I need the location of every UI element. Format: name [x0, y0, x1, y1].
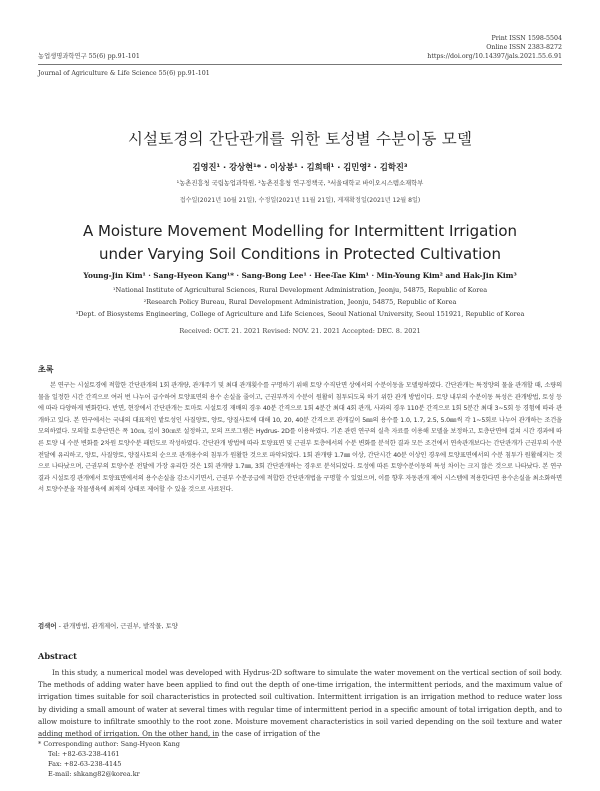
authors-en: Young-Jin Kim¹ · Sang-Hyeon Kang¹* · Sang-Bong Lee¹ · Hee-Tae Kim¹ · Min-Young Kim² and Hak-Jin Kim³ [83, 271, 517, 280]
authors-ko: 김영진¹ · 강상현¹* · 이상봉¹ · 김희태¹ · 김민영² · 김학진³ [192, 162, 408, 172]
affiliation-en-3: ³Dept. of Biosystems Engineering, College of Agriculture and Life Sciences, Seoul National University, Seoul 151921, Republic of Korea [75, 310, 525, 318]
dates-en: Received: OCT. 21. 2021 Revised: NOV. 21. 2021 Accepted: DEC. 8. 2021 [179, 327, 421, 335]
header-rule [38, 64, 562, 65]
corresponding-email[interactable]: E-mail: shkang82@korea.kr [48, 770, 140, 778]
title-ko: 시설토경의 간단관개를 위한 토성별 수분이동 모델 [127, 130, 473, 148]
affiliation-ko: ¹농촌진흥청 국립농업과학원, ²농촌진흥청 연구정책국, ³서울대학교 바이오시스템소재학부 [176, 180, 424, 187]
corresponding-author: * Corresponding author: Sang-Hyeon Kang [38, 740, 180, 748]
abstract-ko-body: 본 연구는 시설토경에 적합한 간단관개의 1회 관개량, 관개주기 및 최대 관개횟수를 구명하기 위해 토양 수직단면 상에서의 수분이동을 모델링하였다. 간단관개는 특정양의 물을 관개할 때, 소량의 물을 일정한 시간 간격으로 여러 번 나누어 급수하여 토양표면의 용수 손실을 줄이고, 근권부까지 수분이 원활히 침투되도록 하기 위한 관개 방법이다. 토양 내부의 수분이동 특성은 관개방법, 토성 등에 따라 다양하게 변화한다. 반면, 현장에서 간단관개는 토마토 시설토경 재배의 경우 40분 간격으로 1회 4분간 최대 4회 관개, 사과의 경우 110분 간격으로 1회 5분간 최대 3~5회 등 경험에 따라 관개하고 있다. 본 연구에서는 국내의 대표적인 밭토성인 사질양토, 양토, 양질사토에 대해 10, 20, 40분 간격으로 관개깊이 5㎜의 용수를 1.0, 1.7, 2.5, 5.0㎜씩 각 1~5회로 나누어 관개하는 조건을 모의하였다. 모의할 토층단면은 폭 10㎝, 깊이 30㎝로 설정하고, 모의 프로그램은 Hydrus- 2D를 이용하였다. 기존 관련 연구의 실측 자료를 이용해 모델을 보정하고, 토층단면에 걸쳐 시간 경과에 따른 토양 내 수분 변화를 2차원 토양수분 패턴도로 작성하였다. 간단관개 방법에 따라 토양표면 및 근권부 토층에서의 수분 변화를 분석한 결과 모든 조건에서 연속관개보다는 간단관개가 근권부의 수분전달에 유리하고, 양토, 사질양토, 양질사토의 순으로 관개용수의 침투가 원활한 것으로 파악되었다. 1회 관개량 1.7㎜ 이상, 간단시간 40분 이상인 경우에 토양표면에서의 수분 침투가 원활해지는 것으로 나타났으며, 근권부의 토양수분 전달에 가장 유리한 것은 1회 관개량 1.7㎜, 3회 간단관개하는 경우로 분석되었다. 토성에 따른 토양수분이동의 특성 차이는 크지 않은 것으로 나타났다. 본 연구 결과 시설토경 관개에서 토양표면에서의 용수손실을 감소시키면서, 근권부 수분공급에 적합한 간단관개법을 구명할 수 있었으며, 이를 향후 자동관개 제어 시스템에 적용한다면 용수손실을 최소화하면서 토양수분을 작물생육에 최적의 상태로 제어할 수 있을 것으로 사료된다. [38, 382, 562, 494]
abstract-ko-heading: 초록 [38, 365, 54, 374]
affiliation-en-1: ¹National Institute of Agricultural Sciences, Rural Development Administration, Jeonju, 54875, Republic of Korea [112, 286, 488, 294]
online-issn: Online ISSN 2383-8272 [486, 44, 562, 51]
affiliation-en-2: ²Research Policy Bureau, Rural Development Administration, Jeonju, 54875, Republic of Korea [143, 298, 457, 306]
abstract-en-body: In this study, a numerical model was developed with Hydrus-2D software to simulate the water movement on the vertical section of soil body. The methods of adding water have been applied to find out the depth of one-time irrigation, the intermittent periods, and the maximum value of irrigation times suitable for soil characteristics in protected soil cultivation. Intermittent irrigation is an irrigation method to reduce water loss by dividing a small amount of water at several times with regular time of intermittent period in a specific amount of total irrigation depth, and to allow moisture to infiltrate smoothly to the root zone. Moisture movement characteristics in soil varied depending on the soil texture and water adding method of irrigation. On the other hand, in the case of irrigation of the [38, 668, 562, 739]
journal-ko: 농업생명과학연구 55(6) pp.91-101 [38, 53, 140, 60]
doi-link[interactable]: https://doi.org/10.14397/jals.2021.55.6.91 [427, 53, 562, 60]
keywords [38, 621, 178, 630]
journal-en: Journal of Agriculture & Life Science 55(6) pp.91-101 [38, 70, 210, 77]
keywords-text: - 관개방법, 관개제어, 근권부, 밭작물, 토양 [56, 622, 178, 630]
abstract-en-heading: Abstract [38, 651, 77, 661]
dates-ko: 접수일(2021년 10월 21일), 수정일(2021년 11월 21일), 게재확정일(2021년 12월 8일) [179, 197, 421, 204]
footnote-rule [38, 737, 218, 738]
title-en-line2: under Varying Soil Conditions in Protected Cultivation [99, 245, 501, 263]
print-issn: Print ISSN 1598-5504 [491, 35, 562, 42]
keywords-label: 검색어 [38, 622, 57, 630]
corresponding-fax: Fax: +82-63-238-4145 [48, 760, 122, 768]
corresponding-tel: Tel: +82-63-238-4161 [48, 750, 120, 758]
title-en-line1: A Moisture Movement Modelling for Intermittent Irrigation [82, 222, 518, 240]
